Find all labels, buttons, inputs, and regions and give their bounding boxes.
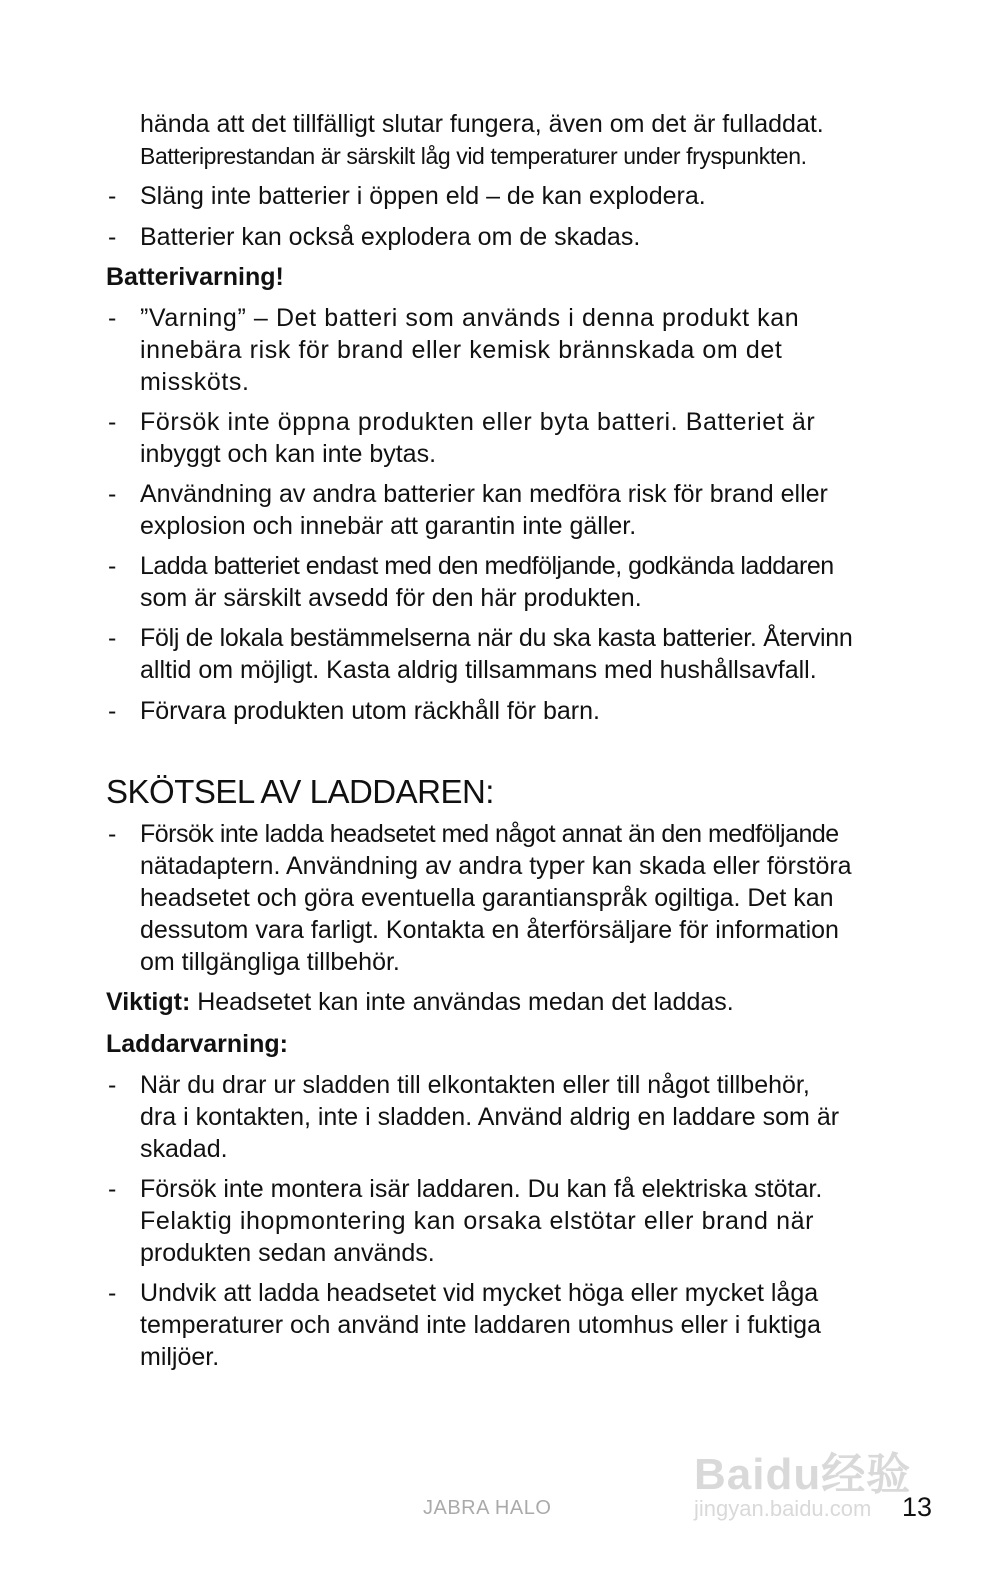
bullet-mark: - xyxy=(108,552,117,580)
list-item-line: dessutom vara farligt. Kontakta en återförsäljare för information xyxy=(140,916,839,944)
list-item-line: När du drar ur sladden till elkontakten eller till något tillbehör, xyxy=(140,1071,810,1099)
list-item-line: Försök inte ladda headsetet med något annat än den medföljande xyxy=(140,820,839,848)
footer-product: JABRA HALO xyxy=(423,1497,552,1519)
list-item-line: miljöer. xyxy=(140,1343,220,1371)
list-item-line: alltid om möjligt. Kasta aldrig tillsammans med hushållsavfall. xyxy=(140,656,817,684)
list-item-line: missköts. xyxy=(140,368,250,396)
bullet-mark: - xyxy=(108,697,117,725)
important-text: Headsetet kan inte användas medan det laddas. xyxy=(190,988,734,1016)
list-item-line: Försök inte öppna produkten eller byta batteri. Batteriet är xyxy=(140,408,816,436)
list-item-line: Förvara produkten utom räckhåll för barn. xyxy=(140,697,600,725)
list-item-line: skadad. xyxy=(140,1135,228,1163)
list-item-line: Användning av andra batterier kan medföra risk för brand eller xyxy=(140,480,828,508)
watermark-brand: Baidu经验 xyxy=(694,1450,912,1499)
intro-line: Batteriprestandan är särskilt låg vid temperaturer under fryspunkten. xyxy=(140,143,807,169)
list-item: Batterier kan också explodera om de skadas. xyxy=(140,223,641,251)
list-item-line: innebära risk för brand eller kemisk brännskada om det xyxy=(140,336,783,364)
watermark-url: jingyan.baidu.com xyxy=(694,1496,872,1521)
section-heading: SKÖTSEL AV LADDAREN: xyxy=(106,773,494,810)
list-item-line: om tillgängliga tillbehör. xyxy=(140,948,400,976)
bullet-mark: - xyxy=(108,1279,117,1307)
intro-line: hända att det tillfälligt slutar fungera, även om det är fulladdat. xyxy=(140,110,824,138)
list-item-line: temperaturer och använd inte laddaren utomhus eller i fuktiga xyxy=(140,1311,821,1339)
bullet-mark: - xyxy=(108,304,117,332)
bullet-mark: - xyxy=(108,820,117,848)
list-item-line: produkten sedan används. xyxy=(140,1239,435,1267)
bullet-mark: - xyxy=(108,1175,117,1203)
list-item-line: nätadaptern. Användning av andra typer kan skada eller förstöra xyxy=(140,852,852,880)
bullet-mark: - xyxy=(108,408,117,436)
bullet-mark: - xyxy=(108,1071,117,1099)
list-item-line: Försök inte montera isär laddaren. Du kan få elektriska stötar. xyxy=(140,1175,823,1203)
list-item: Släng inte batterier i öppen eld – de kan explodera. xyxy=(140,182,706,210)
important-label: Viktigt: xyxy=(106,988,191,1016)
page-number: 13 xyxy=(902,1492,933,1522)
list-item-line: dra i kontakten, inte i sladden. Använd aldrig en laddare som är xyxy=(140,1103,840,1131)
list-item-line: Felaktig ihopmontering kan orsaka elstötar eller brand när xyxy=(140,1207,815,1235)
list-item-line: inbyggt och kan inte bytas. xyxy=(140,440,437,468)
list-item-line: ”Varning” – Det batteri som används i denna produkt kan xyxy=(140,304,800,332)
list-item-line: Ladda batteriet endast med den medföljande, godkända laddaren xyxy=(140,552,834,580)
list-item-line: explosion och innebär att garantin inte gäller. xyxy=(140,512,637,540)
important-note xyxy=(106,986,734,1018)
bullet-mark: - xyxy=(108,182,117,210)
list-item-line: headsetet och göra eventuella garantianspråk ogiltiga. Det kan xyxy=(140,884,834,912)
list-item-line: som är särskilt avsedd för den här produkten. xyxy=(140,584,642,612)
battery-warning-title: Batterivarning! xyxy=(106,263,284,291)
bullet-mark: - xyxy=(108,480,117,508)
bullet-mark: - xyxy=(108,223,117,251)
charger-warning-title: Laddarvarning: xyxy=(106,1030,288,1058)
bullet-mark: - xyxy=(108,624,117,652)
list-item-line: Följ de lokala bestämmelserna när du ska kasta batterier. Återvinn xyxy=(140,624,853,652)
list-item-line: Undvik att ladda headsetet vid mycket höga eller mycket låga xyxy=(140,1279,819,1307)
